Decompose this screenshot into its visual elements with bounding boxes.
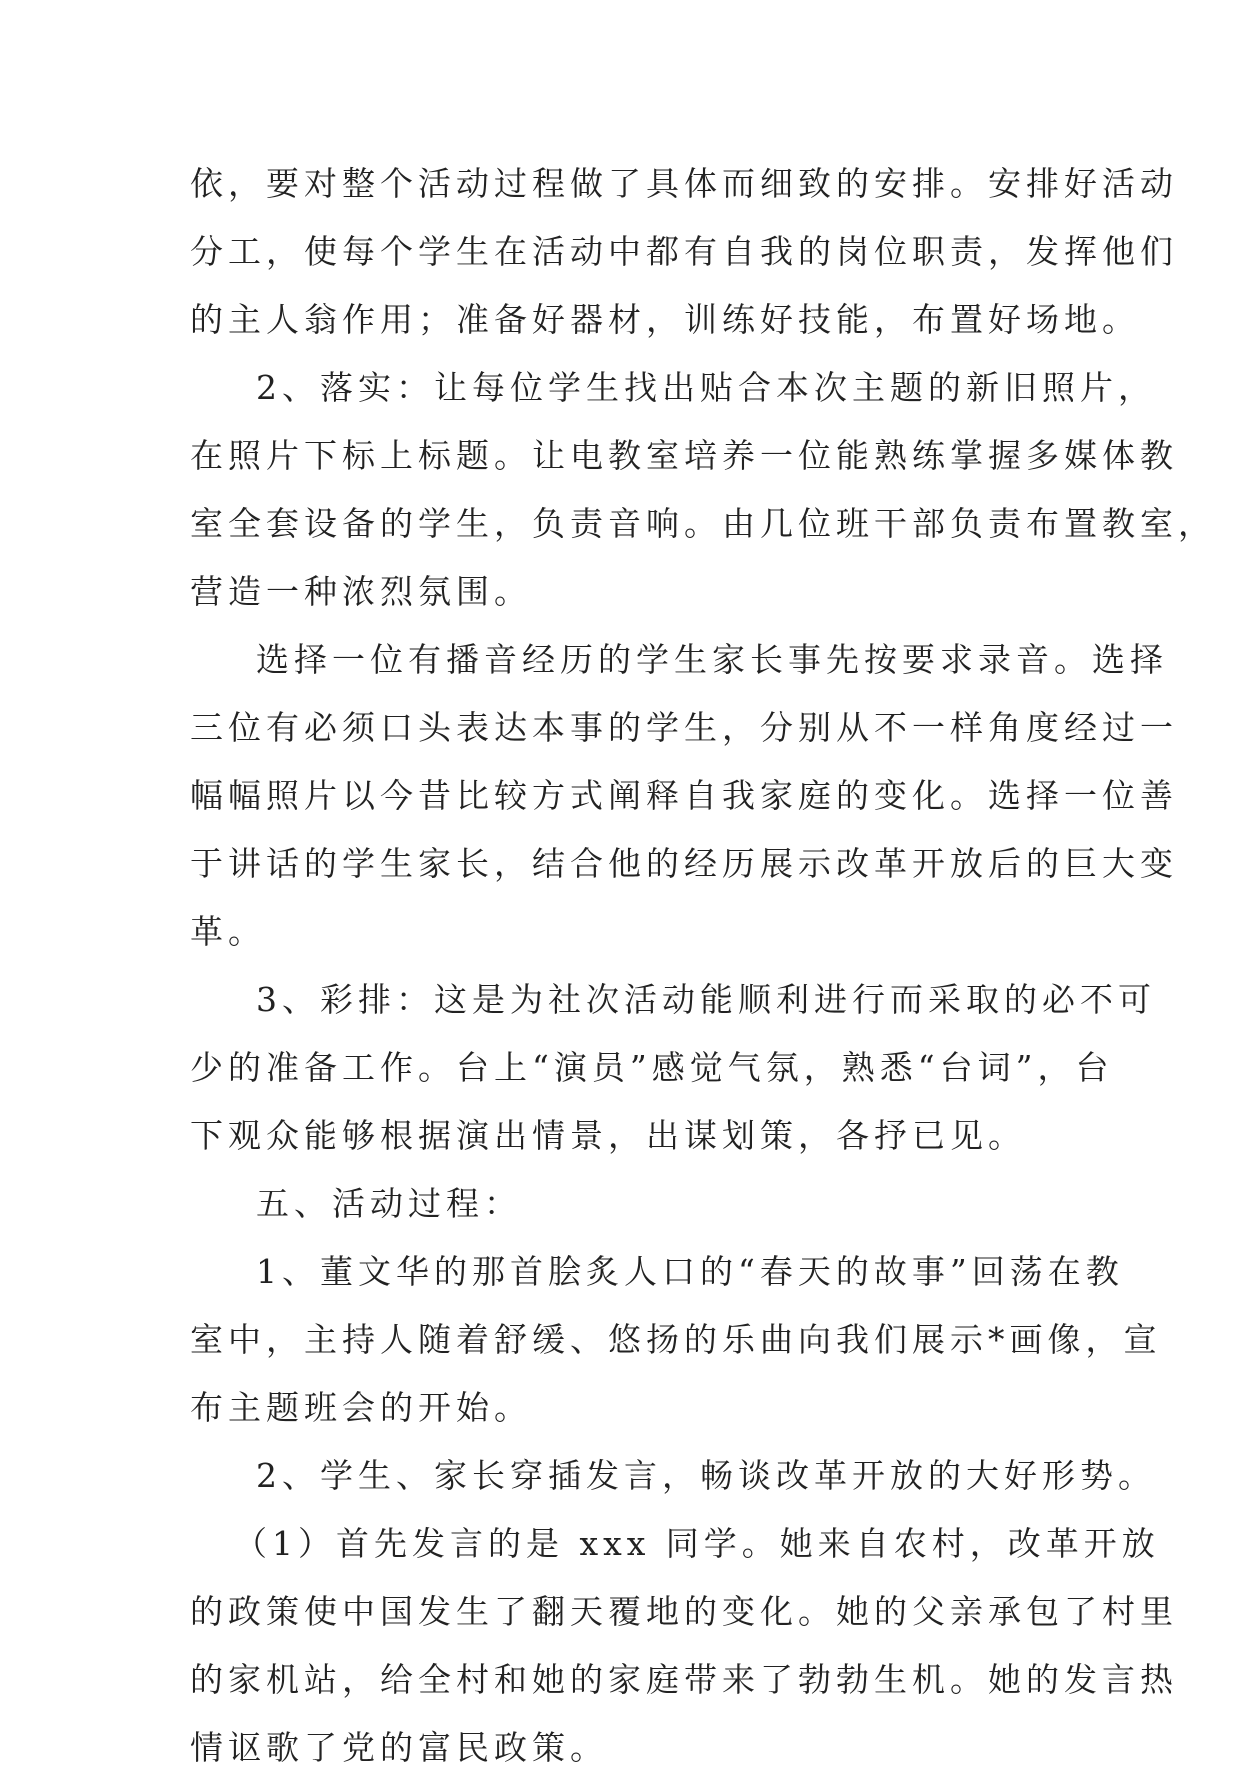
text-line: 在照片下标上标题。让电教室培养一位能熟练掌握多媒体教 bbox=[190, 436, 1178, 475]
text-line: 的家机站，给全村和她的家庭带来了勃勃生机。她的发言热 bbox=[190, 1660, 1178, 1699]
text-line: 于讲话的学生家长，结合他的经历展示改革开放后的巨大变 bbox=[190, 844, 1178, 883]
text-line: 依，要对整个活动过程做了具体而细致的安排。安排好活动 bbox=[190, 164, 1178, 203]
document-body bbox=[190, 150, 1216, 1782]
text-line: 幅幅照片以今昔比较方式阐释自我家庭的变化。选择一位善 bbox=[190, 776, 1178, 815]
paragraph-start-line: 选择一位有播音经历的学生家长事先按要求录音。选择 bbox=[256, 640, 1168, 679]
paragraph-start-line: （1）首先发言的是 xxx 同学。她来自农村，改革开放 bbox=[234, 1524, 1160, 1563]
paragraph-start-line: 3、彩排：这是为社次活动能顺利进行而采取的必不可 bbox=[256, 980, 1156, 1019]
text-line: 的政策使中国发生了翻天覆地的变化。她的父亲承包了村里 bbox=[190, 1592, 1178, 1631]
text-line: 的主人翁作用；准备好器材，训练好技能，布置好场地。 bbox=[190, 300, 1140, 339]
paragraph-start-line: 2、学生、家长穿插发言，畅谈改革开放的大好形势。 bbox=[256, 1456, 1156, 1495]
text-line: 分工，使每个学生在活动中都有自我的岗位职责，发挥他们 bbox=[190, 232, 1178, 271]
paragraph-start-line: 1、董文华的那首脍炙人口的“春天的故事”回荡在教 bbox=[256, 1252, 1124, 1291]
text-line: 室中，主持人随着舒缓、悠扬的乐曲向我们展示*画像，宣 bbox=[190, 1320, 1162, 1359]
section-heading: 五、活动过程： bbox=[256, 1184, 522, 1223]
text-line: 少的准备工作。台上“演员”感觉气氛，熟悉“台词”，台 bbox=[190, 1048, 1114, 1087]
text-line: 三位有必须口头表达本事的学生，分别从不一样角度经过一 bbox=[190, 708, 1178, 747]
paragraph-start-line: 2、落实：让每位学生找出贴合本次主题的新旧照片， bbox=[256, 368, 1156, 407]
text-line: 下观众能够根据演出情景，出谋划策，各抒已见。 bbox=[190, 1116, 1026, 1155]
text-line: 营造一种浓烈氛围。 bbox=[190, 572, 532, 611]
text-line: 革。 bbox=[190, 912, 266, 951]
text-line: 情讴歌了党的富民政策。 bbox=[190, 1728, 608, 1767]
text-line: 布主题班会的开始。 bbox=[190, 1388, 532, 1427]
text-line: 室全套设备的学生，负责音响。由几位班干部负责布置教室， bbox=[190, 504, 1216, 543]
